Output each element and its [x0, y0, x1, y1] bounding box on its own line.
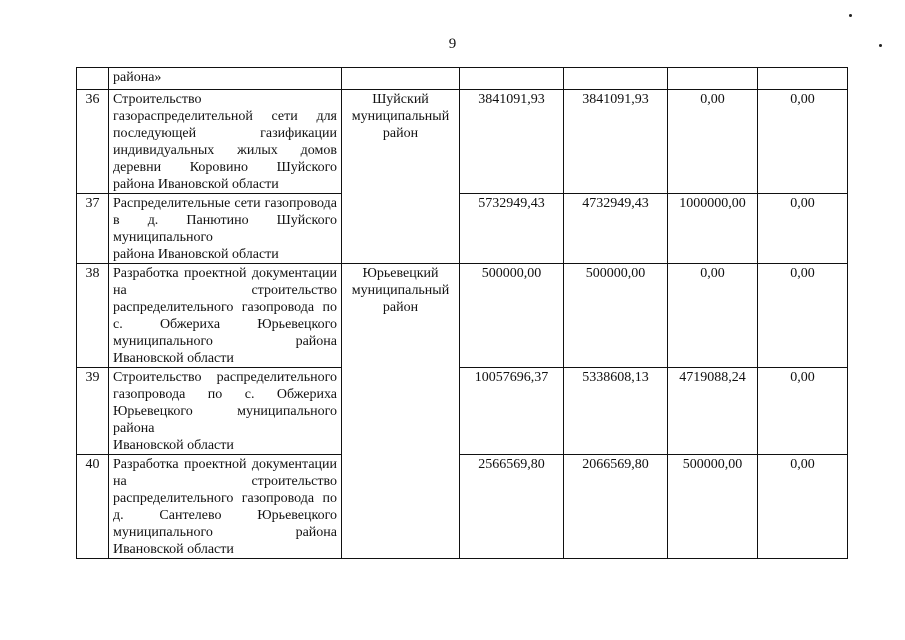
- description-line: по с. Обжериха Юрьевецкого: [113, 387, 337, 419]
- cell-total: 3841091,93: [460, 90, 564, 194]
- cell-col4: 0,00: [758, 368, 848, 455]
- description-line: последующей газификации: [113, 126, 337, 141]
- description-line: распределительного газопровода: [113, 491, 315, 506]
- cell-description: [109, 194, 342, 264]
- cell-col4: 0,00: [758, 194, 848, 264]
- cell-district: Шуйский муниципальный район: [342, 90, 460, 264]
- cell-number: [77, 68, 109, 90]
- description-line: документации на строительство: [113, 457, 338, 489]
- description-line: Строительство: [113, 92, 202, 107]
- cell-description: [109, 90, 342, 194]
- table-row: [77, 194, 848, 264]
- description-line: Строительство: [113, 370, 202, 385]
- cell-col4: 0,00: [758, 455, 848, 559]
- description-line: газопровода в д. Панютино: [113, 196, 337, 228]
- description-line: по д. Сантелево Юрьевецкого: [113, 491, 338, 523]
- cell-col3: 500000,00: [668, 455, 758, 559]
- description-line: муниципального района: [113, 334, 337, 349]
- description-line: индивидуальных жилых домов: [113, 143, 337, 158]
- table-body: [77, 68, 848, 559]
- description-line: документации на строительство: [113, 266, 338, 298]
- description-line-last: Ивановской области: [113, 542, 234, 557]
- cell-number: 40: [77, 455, 109, 559]
- description-line: муниципального района: [113, 404, 337, 436]
- description-line-last: Ивановской области: [113, 438, 234, 453]
- table-row: [77, 368, 848, 455]
- cell-col2: 5338608,13: [564, 368, 668, 455]
- description-line: муниципального района: [113, 525, 337, 540]
- description-line: по с. Обжериха Юрьевецкого: [113, 300, 338, 332]
- cell-description: района»: [109, 68, 342, 90]
- cell-col3: 0,00: [668, 90, 758, 194]
- cell-number: 36: [77, 90, 109, 194]
- table-row: [77, 455, 848, 559]
- description-line-last: района Ивановской области: [113, 177, 279, 192]
- cell-col2: 2066569,80: [564, 455, 668, 559]
- description-line: Разработка проектной: [113, 457, 247, 472]
- description-line-last: Ивановской области: [113, 351, 234, 366]
- continuation-row: [77, 68, 848, 90]
- cell-col4: 0,00: [758, 90, 848, 194]
- cell-total: [460, 68, 564, 90]
- scan-speck: [879, 44, 882, 47]
- cell-total: 10057696,37: [460, 368, 564, 455]
- cell-col3: 0,00: [668, 264, 758, 368]
- cell-col4: [758, 68, 848, 90]
- cell-col4: 0,00: [758, 264, 848, 368]
- cell-district: [342, 68, 460, 90]
- cell-col2: [564, 68, 668, 90]
- description-line: Разработка проектной: [113, 266, 247, 281]
- description-line: Распределительные сети: [113, 196, 261, 211]
- cell-col3: 1000000,00: [668, 194, 758, 264]
- cell-total: 500000,00: [460, 264, 564, 368]
- scan-speck: [849, 14, 852, 17]
- cell-number: 37: [77, 194, 109, 264]
- budget-table: [76, 67, 848, 559]
- cell-total: 2566569,80: [460, 455, 564, 559]
- cell-col3: 4719088,24: [668, 368, 758, 455]
- description-line: Шуйского муниципального: [113, 213, 337, 245]
- cell-description: [109, 455, 342, 559]
- description-line-last: района Ивановской области: [113, 247, 279, 262]
- description-line: распределительного газопровода: [113, 370, 337, 402]
- cell-district: Юрьевецкий муниципальный район: [342, 264, 460, 559]
- cell-number: 39: [77, 368, 109, 455]
- cell-col3: [668, 68, 758, 90]
- description-line: газораспределительной сети для: [113, 109, 337, 124]
- cell-total: 5732949,43: [460, 194, 564, 264]
- description-line: деревни Коровино Шуйского: [113, 160, 337, 175]
- cell-description: [109, 264, 342, 368]
- table-row: [77, 264, 848, 368]
- cell-col2: 500000,00: [564, 264, 668, 368]
- cell-col2: 4732949,43: [564, 194, 668, 264]
- description-line: распределительного газопровода: [113, 300, 315, 315]
- cell-description: [109, 368, 342, 455]
- cell-number: 38: [77, 264, 109, 368]
- table-row: [77, 90, 848, 194]
- cell-col2: 3841091,93: [564, 90, 668, 194]
- page-number: 9: [448, 36, 457, 52]
